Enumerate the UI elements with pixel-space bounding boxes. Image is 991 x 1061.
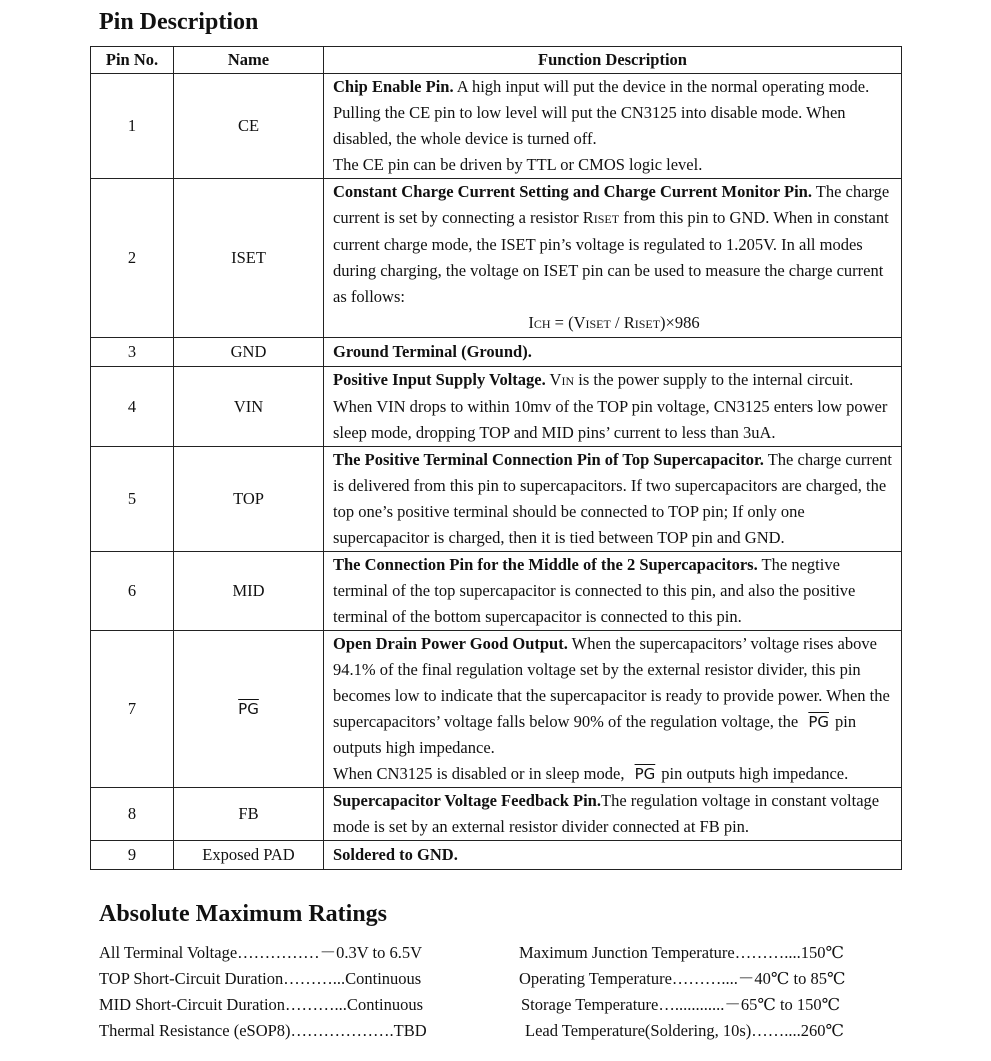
header-function: Function Description — [324, 47, 902, 74]
formula-sub: CH — [533, 317, 551, 331]
function-text: The negtive terminal of the top supercapacitor is connected to this pin, and also the positive terminal of the bottom supercapacitor is connected to this pin. — [333, 555, 856, 626]
pin-name: TOP — [174, 447, 324, 552]
table-row — [91, 552, 902, 631]
function-text: When the supercapacitors’ voltage rises above 94.1% of the final regulation voltage set by the external resistor divider, this pin becomes low to indicate that the supercapacitor is ready to provide power. When the supercapacitors’ voltage falls below 90% of the regulation voltage, the — [333, 634, 890, 731]
pin-function — [324, 338, 902, 367]
pin-number: 7 — [91, 631, 174, 788]
pg-symbol: $\overline{PG}$ — [808, 713, 829, 731]
function-title: Chip Enable Pin. — [333, 77, 454, 96]
subscript: IN — [561, 374, 575, 388]
formula-sub: ISET — [585, 317, 611, 331]
function-title: Open Drain Power Good Output. — [333, 634, 568, 653]
table-row — [91, 367, 902, 447]
pin-name: VIN — [174, 367, 324, 447]
pin-number: 2 — [91, 179, 174, 338]
rating-right-4: Lead Temperature(Soldering, 10s)……....260℃ — [525, 1021, 844, 1040]
formula-part: / R — [610, 313, 635, 332]
function-title: Soldered to GND. — [333, 845, 458, 864]
pin-function — [324, 447, 902, 552]
table-row — [91, 631, 902, 788]
function-extra — [333, 761, 895, 787]
pg-symbol: $\overline{PG}$ — [634, 765, 656, 783]
pg-symbol: $\overline{PG}$ — [238, 700, 259, 718]
pin-number: 3 — [91, 338, 174, 367]
formula-sub: ISET — [634, 317, 661, 331]
table-row — [91, 179, 902, 338]
rating-right-1: Maximum Junction Temperature………....150℃ — [519, 943, 844, 962]
pin-name: GND — [174, 338, 324, 367]
rating-left-4: Thermal Resistance (eSOP8)……………….TBD — [99, 1021, 427, 1040]
function-text: When CN3125 is disabled or in sleep mode, — [333, 764, 625, 783]
function-text: The regulation voltage in constant voltage mode is set by an external resistor divider connected at FB pin. — [333, 791, 880, 836]
pin-function — [324, 367, 902, 447]
pin-description-heading: Pin Description — [99, 9, 259, 35]
function-text: is the power supply to the internal circuit. When VIN drops to within 10mv of the TOP pin voltage, CN3125 enters low power sleep mode, dropping TOP and MID pins’ current to less than 3uA. — [333, 370, 888, 442]
function-text: The charge current is delivered from this pin to supercapacitors. If two supercapacitors are charged, the top one’s positive terminal should be connected to TOP pin; If only one supercapacitor is charged, then it is tied between TOP pin and GND. — [333, 450, 893, 547]
pin-name — [174, 631, 324, 788]
pin-function — [324, 631, 902, 788]
formula — [333, 310, 895, 337]
rating-right-3: Storage Temperature…............－65℃ to 150℃ — [521, 995, 841, 1014]
function-text: A high input will put the device in the normal operating mode. Pulling the CE pin to low level will put the CN3125 into disable mode. When disabled, the whole device is turned off. — [333, 77, 870, 148]
subscript: ISET — [593, 212, 620, 226]
rating-left-3: MID Short-Circuit Duration………...Continuous — [99, 995, 424, 1014]
pin-function — [324, 74, 902, 179]
pin-number: 6 — [91, 552, 174, 631]
rating-right-2: Operating Temperature………....－40℃ to 85℃ — [519, 969, 846, 988]
table-row — [91, 841, 902, 870]
pin-number: 8 — [91, 788, 174, 841]
header-name: Name — [174, 47, 324, 74]
pin-number: 4 — [91, 367, 174, 447]
pin-function — [324, 179, 902, 338]
function-text: from this pin to GND. When in constant current charge mode, the ISET pin’s voltage is regulated to 1.205V. In all modes during charging, the voltage on ISET pin can be used to measure the charge current as follows: — [333, 208, 889, 306]
pin-name: CE — [174, 74, 324, 179]
table-row — [91, 338, 902, 367]
absolute-maximum-ratings-heading: Absolute Maximum Ratings — [99, 901, 388, 927]
pin-name: FB — [174, 788, 324, 841]
function-text: The charge current is set by connecting a resistor R — [333, 182, 890, 227]
header-pin-no: Pin No. — [91, 47, 174, 74]
function-title: Supercapacitor Voltage Feedback Pin. — [333, 791, 601, 810]
pin-name: Exposed PAD — [174, 841, 324, 870]
pin-name: MID — [174, 552, 324, 631]
pin-function — [324, 841, 902, 870]
table-row — [91, 74, 902, 179]
table-row — [91, 788, 902, 841]
function-title: Ground Terminal (Ground). — [333, 342, 532, 361]
function-text: V — [545, 370, 562, 389]
rating-left-1: All Terminal Voltage……………－0.3V to 6.5V — [99, 943, 423, 962]
function-extra: The CE pin can be driven by TTL or CMOS logic level. — [333, 155, 703, 174]
table-row — [91, 447, 902, 552]
formula-part: )×986 — [660, 313, 700, 332]
function-text: pin outputs high impedance. — [333, 712, 857, 757]
function-title: Constant Charge Current Setting and Charge Current Monitor Pin. — [333, 182, 812, 201]
pin-number: 9 — [91, 841, 174, 870]
pin-function — [324, 788, 902, 841]
rating-left-2: TOP Short-Circuit Duration………...Continuous — [99, 969, 422, 988]
formula-part: = (V — [550, 313, 586, 332]
pin-number: 1 — [91, 74, 174, 179]
formula-part: I — [528, 313, 534, 332]
function-title: Positive Input Supply Voltage. — [333, 370, 546, 389]
function-title: The Positive Terminal Connection Pin of Top Supercapacitor. — [333, 450, 764, 469]
pin-name: ISET — [174, 179, 324, 338]
pin-function — [324, 552, 902, 631]
function-title: The Connection Pin for the Middle of the 2 Supercapacitors. — [333, 555, 758, 574]
pin-description-table — [90, 46, 902, 870]
pin-number: 5 — [91, 447, 174, 552]
function-text: pin outputs high impedance. — [661, 764, 849, 783]
table-header-row — [91, 47, 902, 74]
